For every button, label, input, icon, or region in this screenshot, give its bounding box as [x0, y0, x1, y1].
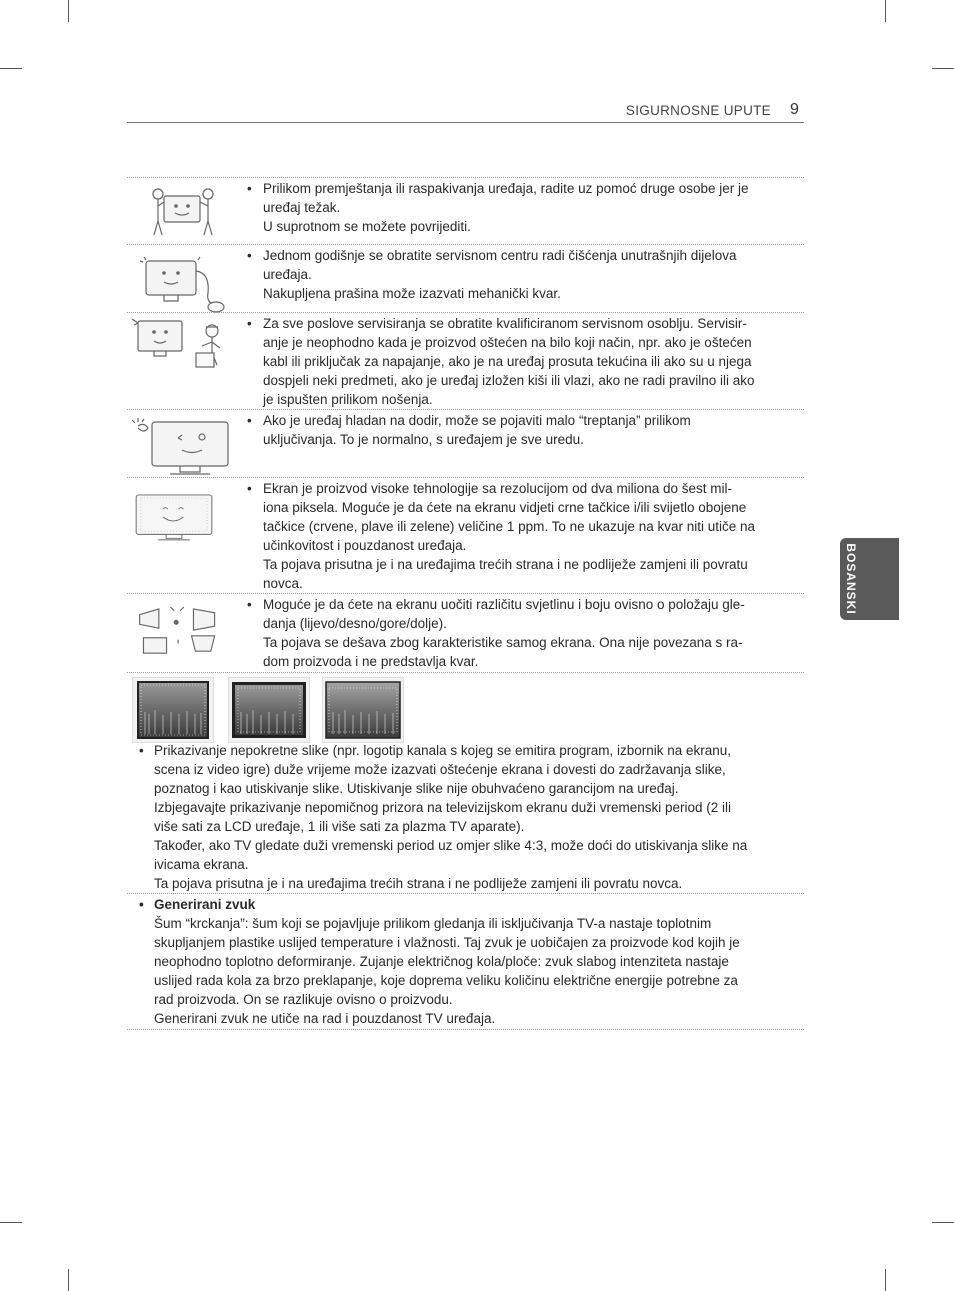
- text-line: uključivanja. To je normalno, s uređajem je sve uredu.: [263, 432, 584, 447]
- bullet: •: [247, 181, 252, 196]
- text-line: poznatog i kao utiskivanje slike. Utiskivanje slike nije obuhvaćeno garancijom na uređaj.: [154, 781, 679, 796]
- item-text: [247, 411, 792, 449]
- safety-item: [127, 593, 804, 672]
- generated-noise-text: [139, 895, 789, 1028]
- bullet: •: [139, 743, 144, 758]
- service-technician-icon: [130, 315, 234, 379]
- item-text: [247, 314, 792, 409]
- screen-thumbnail: [228, 677, 310, 743]
- tv-cleaning-vacuum-icon: [130, 251, 234, 315]
- text-line: Ta pojava prisutna je i na uređajima trećih strana i ne podliježe zamjeni ili povratu: [263, 557, 748, 572]
- text-line: Ta pojava se dešava zbog karakteristike samog ekrana. Ona nije povezana s ra-: [263, 635, 743, 650]
- text-line: učinkovitost i pouzdanost uređaja.: [263, 538, 467, 553]
- text-line: uređaja.: [263, 267, 312, 282]
- text-line: kabl ili priključak za napajanje, ako je na uređaj prosuta tekućina ili ako su u njega: [263, 354, 752, 369]
- text-line: je ispušten prilikom nošenja.: [263, 392, 433, 407]
- language-tab-label: BOSANSKI: [844, 543, 858, 615]
- safety-item: [127, 409, 804, 478]
- viewing-angle-icon: [130, 600, 230, 664]
- item-text: [247, 595, 792, 671]
- text-line: Ta pojava prisutna je i na uređajima trećih strana i ne podliježe zamjeni ili povratu novca.: [154, 876, 683, 891]
- safety-item: [127, 312, 804, 409]
- text-line: Moguće je da ćete na ekranu uočiti različitu svjetlinu i boju ovisno o položaju gle-: [263, 597, 745, 612]
- text-line: Prilikom premještanja ili raspakivanja uređaja, radite uz pomoć druge osobe jer je: [263, 181, 749, 196]
- crop-mark: [0, 68, 22, 69]
- safety-item: [127, 244, 804, 313]
- page-number: 9: [790, 101, 799, 118]
- text-line: uslijed rada kola za brzo preklapanje, koje doprema veliku količinu električne energije potrebne za: [154, 973, 738, 988]
- bullet: •: [247, 413, 252, 428]
- bullet: •: [139, 897, 144, 912]
- text-line: rad proizvoda. On se razlikuje ovisno o proizvodu.: [154, 992, 453, 1007]
- language-tab: [840, 538, 899, 620]
- text-line: Za sve poslove servisiranja se obratite kvalificiranom servisnom osoblju. Servisir-: [263, 316, 747, 331]
- crop-mark: [932, 68, 954, 69]
- divider: [127, 672, 804, 673]
- crop-mark: [68, 0, 69, 22]
- bullet: •: [247, 316, 252, 331]
- burned-in-screen-icon: [323, 678, 403, 742]
- text-line: U suprotnom se možete povrijediti.: [263, 219, 471, 234]
- text-line: scena iz video igre) duže vrijeme može izazvati oštećenje ekrana i dovesti do zadržavanja slike,: [154, 762, 726, 777]
- header-rule: [127, 122, 804, 123]
- two-people-carrying-tv-icon: [130, 184, 234, 248]
- pixel-screen-icon: [133, 484, 215, 550]
- crop-mark: [932, 1222, 954, 1223]
- divider: [127, 1029, 804, 1030]
- text-line: novca.: [263, 576, 303, 591]
- text-line: Ako je uređaj hladan na dodir, može se pojaviti malo “treptanja” prilikom: [263, 413, 691, 428]
- crop-mark: [885, 1269, 886, 1291]
- noise-title: Generirani zvuk: [154, 897, 256, 912]
- crop-mark: [885, 0, 886, 22]
- safety-item: [127, 177, 804, 244]
- text-line: više sati za LCD uređaje, 1 ili više sati za plazma TV aparate).: [154, 819, 525, 834]
- screen-thumbnail: [132, 677, 214, 743]
- item-text: [247, 179, 792, 236]
- text-line: Šum “krckanja”: šum koji se pojavljuje prilikom gledanja ili isključivanja TV-a nastaje toplotnim: [154, 916, 712, 931]
- text-line: Jednom godišnje se obratite servisnom centru radi čišćenja unutrašnjih dijelova: [263, 248, 737, 263]
- cold-tv-flicker-icon: [130, 416, 234, 480]
- text-line: anje je neophodno kada je proizvod oštećen na bilo koji način, npr. ako je oštećen: [263, 335, 752, 350]
- bullet: •: [247, 248, 252, 263]
- text-line: iona piksela. Moguće je da ćete na ekranu vidjeti crne tačkice i/ili svijetlo obojene: [263, 500, 747, 515]
- item-text: [247, 479, 792, 593]
- text-line: Generirani zvuk ne utiče na rad i pouzdanost TV uređaja.: [154, 1011, 496, 1026]
- bullet: •: [247, 481, 252, 496]
- text-line: dospjeli neki predmeti, ako je uređaj izložen kiši ili vlazi, ako ne radi pravilno ili ako: [263, 373, 755, 388]
- section-title: SIGURNOSNE UPUTE: [625, 103, 771, 118]
- text-line: skupljanjem plastike uslijed temperature i vlažnosti. Taj zvuk je uobičajen za proizvode kod kojih je: [154, 935, 740, 950]
- text-line: Prikazivanje nepokretne slike (npr. logotip kanala s kojeg se emitira program, izbornik na ekranu,: [154, 743, 732, 758]
- text-line: Izbjegavajte prikazivanje nepomičnog prizora na televizijskom ekranu duži vremenski period (2 ili: [154, 800, 732, 815]
- burned-in-screen-icon: [229, 678, 309, 742]
- text-line: uređaj težak.: [263, 200, 341, 215]
- text-line: Ekran je proizvod visoke tehnologije sa rezolucijom od dva miliona do šest mil-: [263, 481, 732, 496]
- image-retention-text: [139, 741, 789, 893]
- burned-in-screen-icon: [133, 678, 213, 742]
- crop-mark: [68, 1269, 69, 1291]
- item-text: [247, 246, 792, 303]
- text-line: Također, ako TV gledate duži vremenski period uz omjer slike 4:3, može doći do utiskivanja slike na: [154, 838, 748, 853]
- screen-thumbnail: [322, 677, 404, 743]
- text-line: Nakupljena prašina može izazvati mehanički kvar.: [263, 286, 561, 301]
- text-line: dom proizvoda i ne predstavlja kvar.: [263, 654, 479, 669]
- text-line: danja (lijevo/desno/gore/dolje).: [263, 616, 447, 631]
- crop-mark: [0, 1222, 22, 1223]
- text-line: tačkice (crvene, plave ili zelene) veličine 1 ppm. To ne ukazuje na kvar niti utiče na: [263, 519, 756, 534]
- bullet: •: [247, 597, 252, 612]
- safety-item: [127, 477, 804, 594]
- divider: [127, 893, 804, 894]
- text-line: neophodno toplotno deformiranje. Zujanje električnog kola/ploče: zvuk slabog intenziteta nastaje: [154, 954, 729, 969]
- text-line: ivicama ekrana.: [154, 857, 249, 872]
